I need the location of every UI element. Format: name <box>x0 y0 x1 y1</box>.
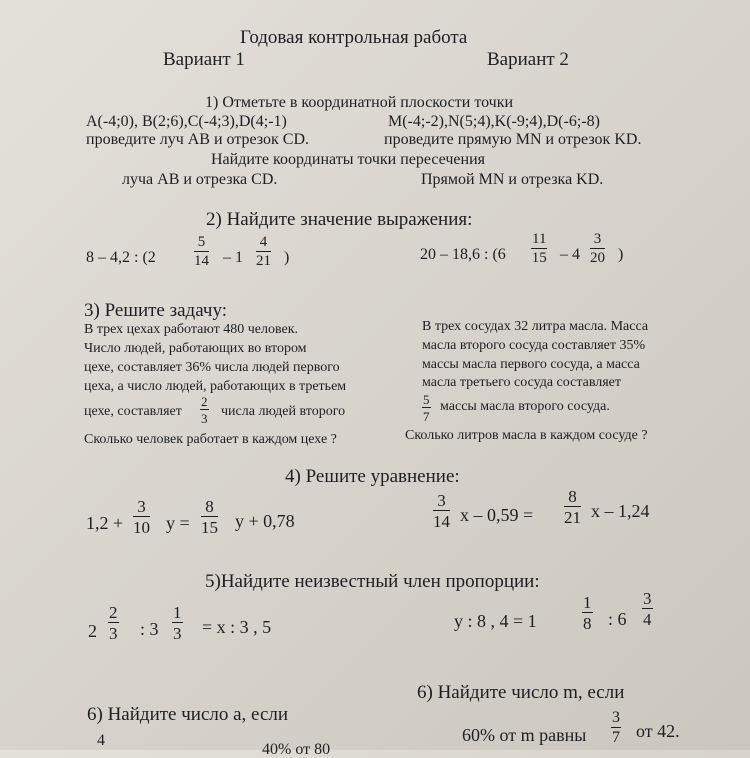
task3-v1-line-1: В трех цехах работают 480 человек. <box>84 322 299 337</box>
task5-v1-fraction-1: 2 3 <box>109 603 118 643</box>
task3-v2-fraction: 5 7 <box>423 392 430 424</box>
task3-v1-line-4: цеха, а число людей, работающих в третьем <box>84 379 347 394</box>
task2-v2-fraction-2: 3 20 <box>590 231 605 266</box>
document-title: Годовая контрольная работа <box>240 27 468 48</box>
task6-v1-heading: 6) Найдите число а, если <box>87 704 289 725</box>
task6-v1-partial-text: 40% от 80 <box>262 741 331 758</box>
variant-1-label: Вариант 1 <box>163 49 245 70</box>
task6-v2-text-b: от 42. <box>636 721 680 741</box>
task5-heading: 5)Найдите неизвестный член пропорции: <box>205 571 540 592</box>
task3-v2-question: Сколько литров масла в каждом сосуде ? <box>405 428 648 443</box>
task4-v1-start: 1,2 + <box>86 513 124 533</box>
task5-v2-fraction-1: 1 8 <box>583 593 592 633</box>
task5-v1-whole: 2 <box>88 621 97 641</box>
task3-v1-question: Сколько человек работает в каждом цехе ? <box>84 432 337 447</box>
task1-heading: 1) Отметьте в координатной плоскости точки <box>205 94 514 111</box>
task3-v1-line-2: Число людей, работающих во втором <box>84 341 307 356</box>
task3-v2-line-4: масла третьего сосуда составляет <box>422 375 622 390</box>
task2-v2-mid: – 4 <box>560 246 580 263</box>
task5-v2-colon: : 6 <box>608 609 627 629</box>
task4-v1-fraction-1: 3 10 <box>133 497 150 537</box>
task6-v1-partial-number: 4 <box>97 732 105 749</box>
task4-v2-end: x – 1,24 <box>591 501 650 521</box>
task2-v2-close: ) <box>618 246 624 263</box>
task2-v2-fraction-1: 11 15 <box>531 231 547 266</box>
task2-v1-close: ) <box>284 249 290 266</box>
task4-v1-end: y + 0,78 <box>235 511 295 531</box>
task3-heading: 3) Решите задачу: <box>84 300 227 321</box>
task1-v2-find: Прямой MN и отрезка KD. <box>421 171 604 188</box>
task3-v1-fraction: 2 3 <box>201 394 208 426</box>
task4-v1-fraction-2: 8 15 <box>201 497 218 537</box>
task2-v1-fraction-1: 5 14 <box>194 234 209 269</box>
task4-v2-mid: x – 0,59 = <box>460 505 534 525</box>
task6-v2-fraction: 3 7 <box>612 709 620 746</box>
task1-v1-find: луча AB и отрезка CD. <box>122 171 278 188</box>
task2-v2-start: 20 – 18,6 : (6 <box>420 246 506 263</box>
task1-v2-draw: проведите прямую MN и отрезок KD. <box>384 131 642 148</box>
task5-v1-colon: : 3 <box>140 619 159 639</box>
task5-v1-fraction-2: 1 3 <box>173 603 182 643</box>
task3-v2-line-5: массы масла второго сосуда. <box>440 399 610 414</box>
task6-v2-text-a: 60% от m равны <box>462 725 587 745</box>
task1-v2-points: M(-4;-2),N(5;4),K(-9;4),D(-6;-8) <box>388 113 600 130</box>
task1-v1-draw: проведите луч AB и отрезок CD. <box>86 131 310 148</box>
task3-v2-line-2: масла второго сосуда составляет 35% <box>422 338 646 353</box>
task1-find: Найдите координаты точки пересечения <box>211 151 486 168</box>
task2-v1-start: 8 – 4,2 : (2 <box>86 249 156 266</box>
task3-v2-line-3: массы масла первого сосуда, а масса <box>422 357 640 372</box>
task5-v1-rest: = x : 3 , 5 <box>202 617 272 637</box>
task1-v1-points: A(-4;0), B(2;6),C(-4;3),D(4;-1) <box>86 113 287 130</box>
task4-heading: 4) Решите уравнение: <box>285 466 460 487</box>
task4-v2-fraction-2: 8 21 <box>564 487 581 527</box>
task2-v1-fraction-2: 4 21 <box>256 234 271 269</box>
task3-v1-line-5b: числа людей второго <box>221 404 346 419</box>
task4-v2-fraction-1: 3 14 <box>433 491 450 531</box>
task5-v2-fraction-2: 3 4 <box>643 589 652 629</box>
task5-v2-start: y : 8 , 4 = 1 <box>454 611 537 631</box>
task3-v2-line-1: В трех сосудах 32 литра масла. Масса <box>422 319 649 334</box>
task2-heading: 2) Найдите значение выражения: <box>206 209 473 230</box>
task2-v1-mid: – 1 <box>223 249 243 266</box>
task6-v2-heading: 6) Найдите число m, если <box>417 682 625 703</box>
task4-v1-mid: y = <box>166 513 190 533</box>
task3-v1-line-3: цехе, составляет 36% числа людей первого <box>84 360 340 375</box>
task3-v1-line-5a: цехе, составляет <box>84 404 182 419</box>
variant-2-label: Вариант 2 <box>487 49 569 70</box>
